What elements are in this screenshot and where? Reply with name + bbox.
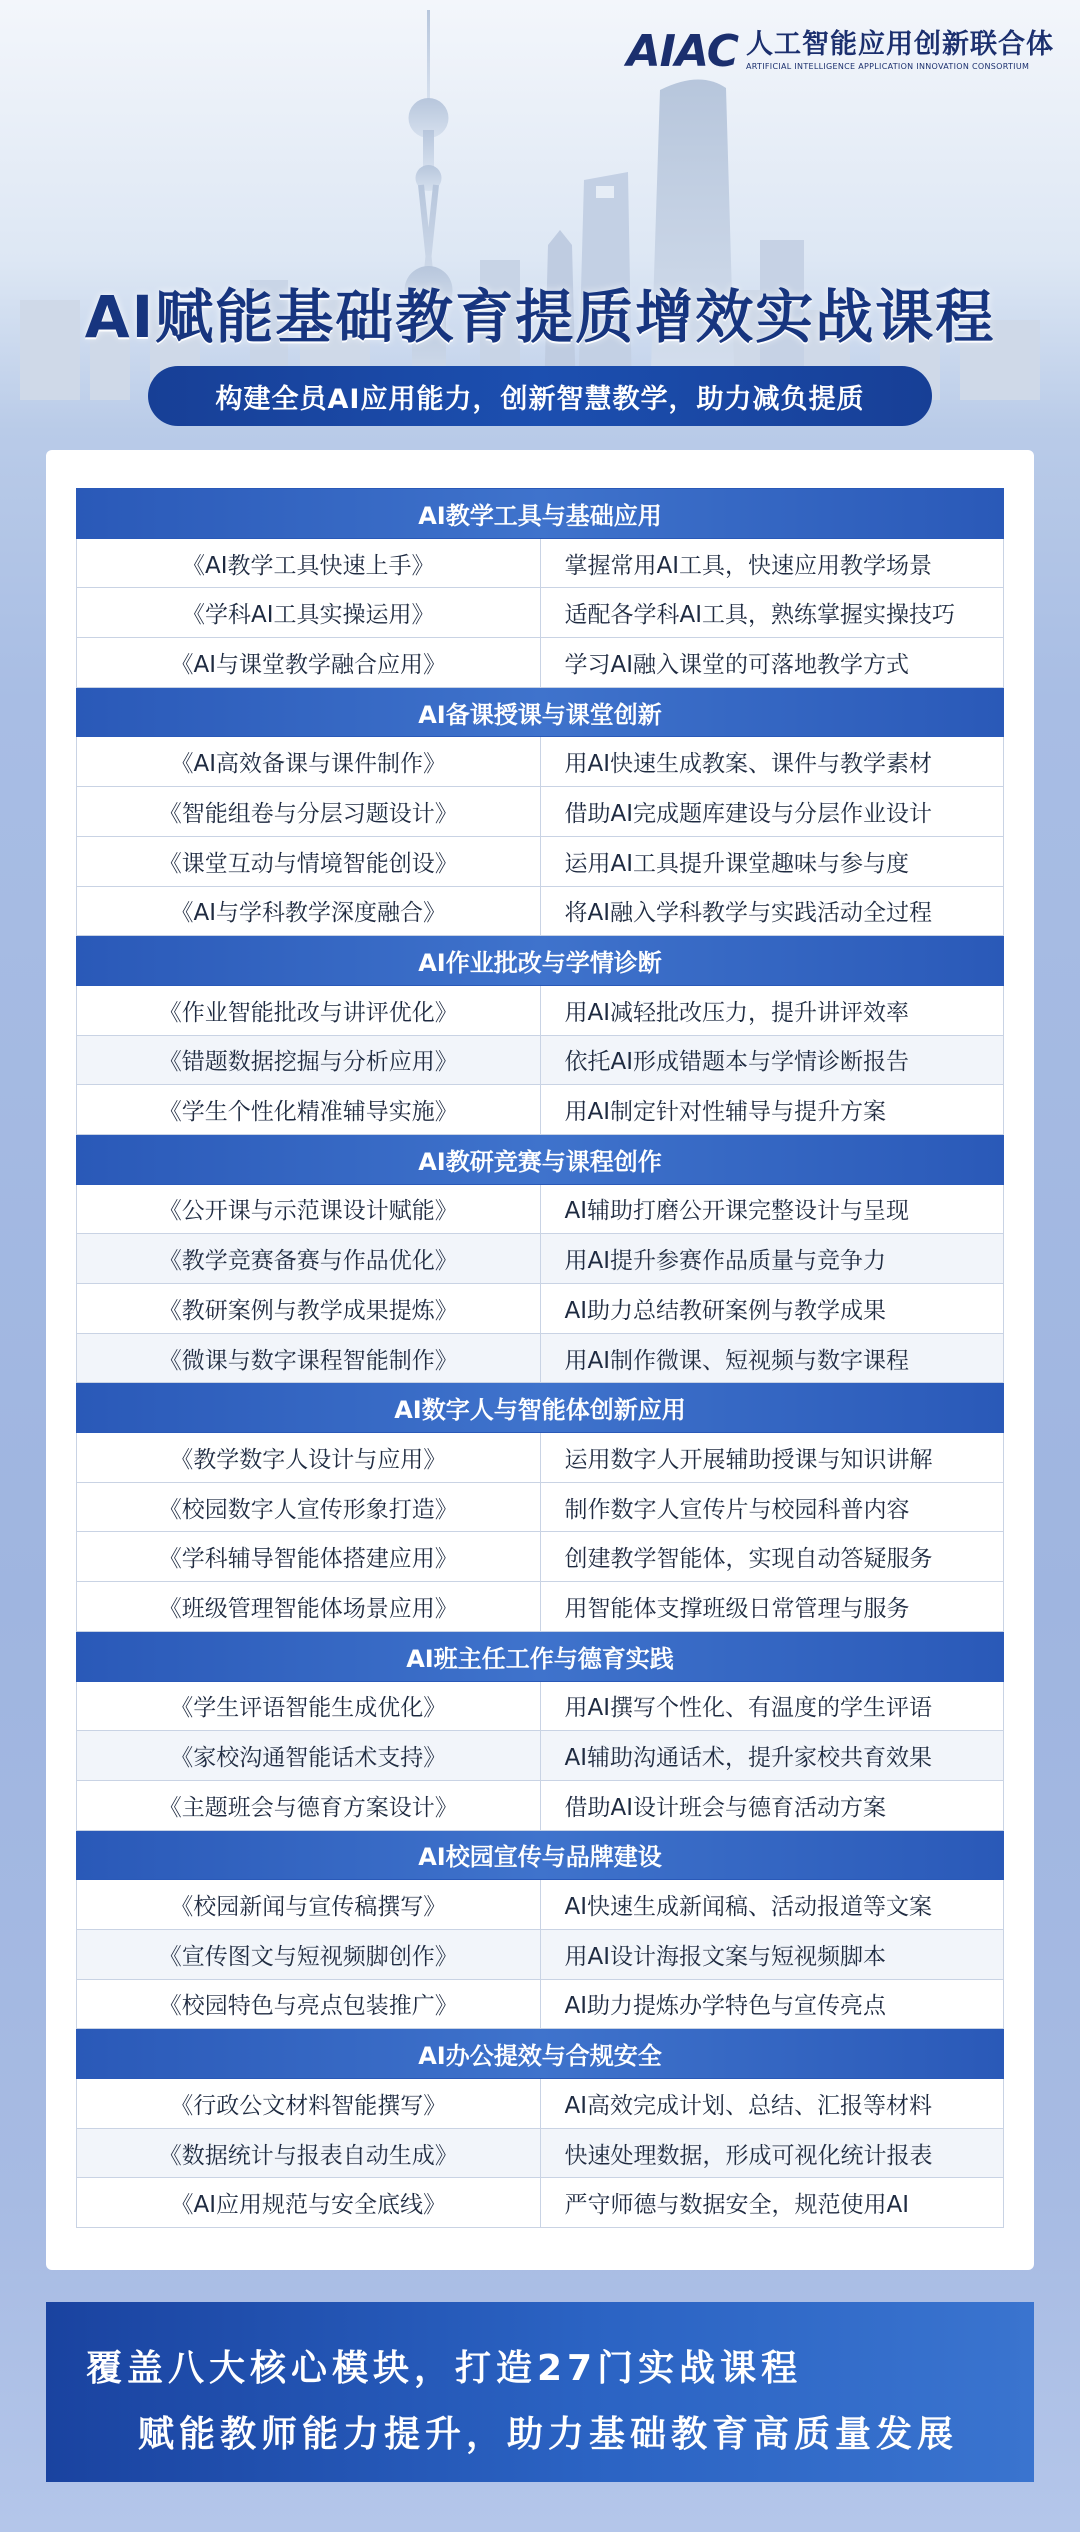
table-row — [77, 2128, 1004, 2178]
course-name: 《AI教学工具快速上手》 — [77, 538, 541, 588]
course-description: AI高效完成计划、总结、汇报等材料 — [540, 2079, 1004, 2129]
course-description: AI快速生成新闻稿、活动报道等文案 — [540, 1880, 1004, 1930]
subtitle-banner: 构建全员AI应用能力，创新智慧教学，助力减负提质 — [148, 366, 932, 426]
logo-name-cn: 人工智能应用创新联合体 — [746, 29, 1054, 60]
course-description: AI助力总结教研案例与教学成果 — [540, 1284, 1004, 1334]
course-description: 用AI制定针对性辅导与提升方案 — [540, 1085, 1004, 1135]
table-row — [77, 1582, 1004, 1632]
course-name: 《错题数据挖掘与分析应用》 — [77, 1035, 541, 1085]
logo-text — [746, 28, 1054, 72]
section-title: AI校园宣传与品牌建设 — [77, 1830, 1004, 1880]
course-description: 借助AI完成题库建设与分层作业设计 — [540, 787, 1004, 837]
table-row — [77, 2079, 1004, 2129]
section-title: AI作业批改与学情诊断 — [77, 936, 1004, 986]
course-description: AI助力提炼办学特色与宣传亮点 — [540, 1979, 1004, 2029]
course-description: 用智能体支撑班级日常管理与服务 — [540, 1582, 1004, 1632]
table-row — [77, 836, 1004, 886]
course-description: 学习AI融入课堂的可落地教学方式 — [540, 638, 1004, 688]
course-name: 《AI应用规范与安全底线》 — [77, 2178, 541, 2228]
table-row — [77, 787, 1004, 837]
table-row — [77, 737, 1004, 787]
course-name: 《AI与课堂教学融合应用》 — [77, 638, 541, 688]
course-description: 用AI制作微课、短视频与数字课程 — [540, 1333, 1004, 1383]
table-row — [77, 1780, 1004, 1830]
table-row — [77, 1284, 1004, 1334]
course-name: 《AI与学科教学深度融合》 — [77, 886, 541, 936]
table-row — [77, 1234, 1004, 1284]
table-row — [77, 1433, 1004, 1483]
course-description: 运用AI工具提升课堂趣味与参与度 — [540, 836, 1004, 886]
section-header — [77, 936, 1004, 986]
course-name: 《主题班会与德育方案设计》 — [77, 1780, 541, 1830]
table-row — [77, 1333, 1004, 1383]
table-row — [77, 1482, 1004, 1532]
table-row — [77, 1035, 1004, 1085]
course-name: 《数据统计与报表自动生成》 — [77, 2128, 541, 2178]
course-name: 《学生个性化精准辅导实施》 — [77, 1085, 541, 1135]
table-row — [77, 1929, 1004, 1979]
course-description: 用AI快速生成教案、课件与教学素材 — [540, 737, 1004, 787]
section-title: AI教学工具与基础应用 — [77, 489, 1004, 539]
course-table — [76, 488, 1004, 2228]
section-header — [77, 1830, 1004, 1880]
section-header — [77, 687, 1004, 737]
course-description: 依托AI形成错题本与学情诊断报告 — [540, 1035, 1004, 1085]
table-row — [77, 1532, 1004, 1582]
course-name: 《AI高效备课与课件制作》 — [77, 737, 541, 787]
footer-line-2: 赋能教师能力提升，助力基础教育高质量发展 — [138, 2414, 959, 2455]
page-title: AI赋能基础教育提质增效实战课程 — [84, 283, 996, 351]
course-description: 快速处理数据，形成可视化统计报表 — [540, 2128, 1004, 2178]
course-name: 《班级管理智能体场景应用》 — [77, 1582, 541, 1632]
section-title: AI班主任工作与德育实践 — [77, 1631, 1004, 1681]
course-description: 用AI提升参赛作品质量与竞争力 — [540, 1234, 1004, 1284]
footer-banner — [46, 2302, 1034, 2482]
table-row — [77, 1085, 1004, 1135]
course-name: 《学科AI工具实操运用》 — [77, 588, 541, 638]
table-row — [77, 1731, 1004, 1781]
course-description: 将AI融入学科教学与实践活动全过程 — [540, 886, 1004, 936]
course-name: 《课堂互动与情境智能创设》 — [77, 836, 541, 886]
course-description: AI辅助打磨公开课完整设计与呈现 — [540, 1184, 1004, 1234]
course-description: 严守师德与数据安全，规范使用AI — [540, 2178, 1004, 2228]
course-name: 《宣传图文与短视频脚创作》 — [77, 1929, 541, 1979]
course-name: 《教学数字人设计与应用》 — [77, 1433, 541, 1483]
table-row — [77, 985, 1004, 1035]
table-row — [77, 1880, 1004, 1930]
table-row — [77, 1681, 1004, 1731]
course-name: 《学科辅导智能体搭建应用》 — [77, 1532, 541, 1582]
section-title: AI备课授课与课堂创新 — [77, 687, 1004, 737]
course-description: 适配各学科AI工具，熟练掌握实操技巧 — [540, 588, 1004, 638]
course-description: 制作数字人宣传片与校园科普内容 — [540, 1482, 1004, 1532]
section-header — [77, 2029, 1004, 2079]
course-description: 掌握常用AI工具，快速应用教学场景 — [540, 538, 1004, 588]
logo-mark: AIAC — [626, 26, 738, 77]
course-description: 创建教学智能体，实现自动答疑服务 — [540, 1532, 1004, 1582]
section-title: AI办公提效与合规安全 — [77, 2029, 1004, 2079]
course-name: 《教研案例与教学成果提炼》 — [77, 1284, 541, 1334]
course-name: 《公开课与示范课设计赋能》 — [77, 1184, 541, 1234]
aiac-logo — [627, 28, 1054, 76]
table-row — [77, 1979, 1004, 2029]
course-name: 《微课与数字课程智能制作》 — [77, 1333, 541, 1383]
course-description: 用AI撰写个性化、有温度的学生评语 — [540, 1681, 1004, 1731]
section-header — [77, 1631, 1004, 1681]
table-row — [77, 588, 1004, 638]
course-name: 《行政公文材料智能撰写》 — [77, 2079, 541, 2129]
footer-line-1: 覆盖八大核心模块，打造27门实战课程 — [86, 2348, 803, 2389]
table-row — [77, 638, 1004, 688]
course-name: 《作业智能批改与讲评优化》 — [77, 985, 541, 1035]
course-name: 《智能组卷与分层习题设计》 — [77, 787, 541, 837]
course-name: 《校园数字人宣传形象打造》 — [77, 1482, 541, 1532]
logo-name-en: ARTIFICIAL INTELLIGENCE APPLICATION INNOVATION CONSORTIUM — [746, 62, 1030, 71]
section-header — [77, 489, 1004, 539]
table-row — [77, 2178, 1004, 2228]
course-name: 《教学竞赛备赛与作品优化》 — [77, 1234, 541, 1284]
section-title: AI教研竞赛与课程创作 — [77, 1134, 1004, 1184]
course-name: 《校园特色与亮点包装推广》 — [77, 1979, 541, 2029]
section-header — [77, 1134, 1004, 1184]
course-description: 借助AI设计班会与德育活动方案 — [540, 1780, 1004, 1830]
table-row — [77, 1184, 1004, 1234]
course-name: 《校园新闻与宣传稿撰写》 — [77, 1880, 541, 1930]
section-title: AI数字人与智能体创新应用 — [77, 1383, 1004, 1433]
table-row — [77, 886, 1004, 936]
course-name: 《学生评语智能生成优化》 — [77, 1681, 541, 1731]
section-header — [77, 1383, 1004, 1433]
course-description: 用AI设计海报文案与短视频脚本 — [540, 1929, 1004, 1979]
course-name: 《家校沟通智能话术支持》 — [77, 1731, 541, 1781]
course-description: AI辅助沟通话术，提升家校共育效果 — [540, 1731, 1004, 1781]
table-row — [77, 538, 1004, 588]
course-description: 运用数字人开展辅助授课与知识讲解 — [540, 1433, 1004, 1483]
course-description: 用AI减轻批改压力，提升讲评效率 — [540, 985, 1004, 1035]
